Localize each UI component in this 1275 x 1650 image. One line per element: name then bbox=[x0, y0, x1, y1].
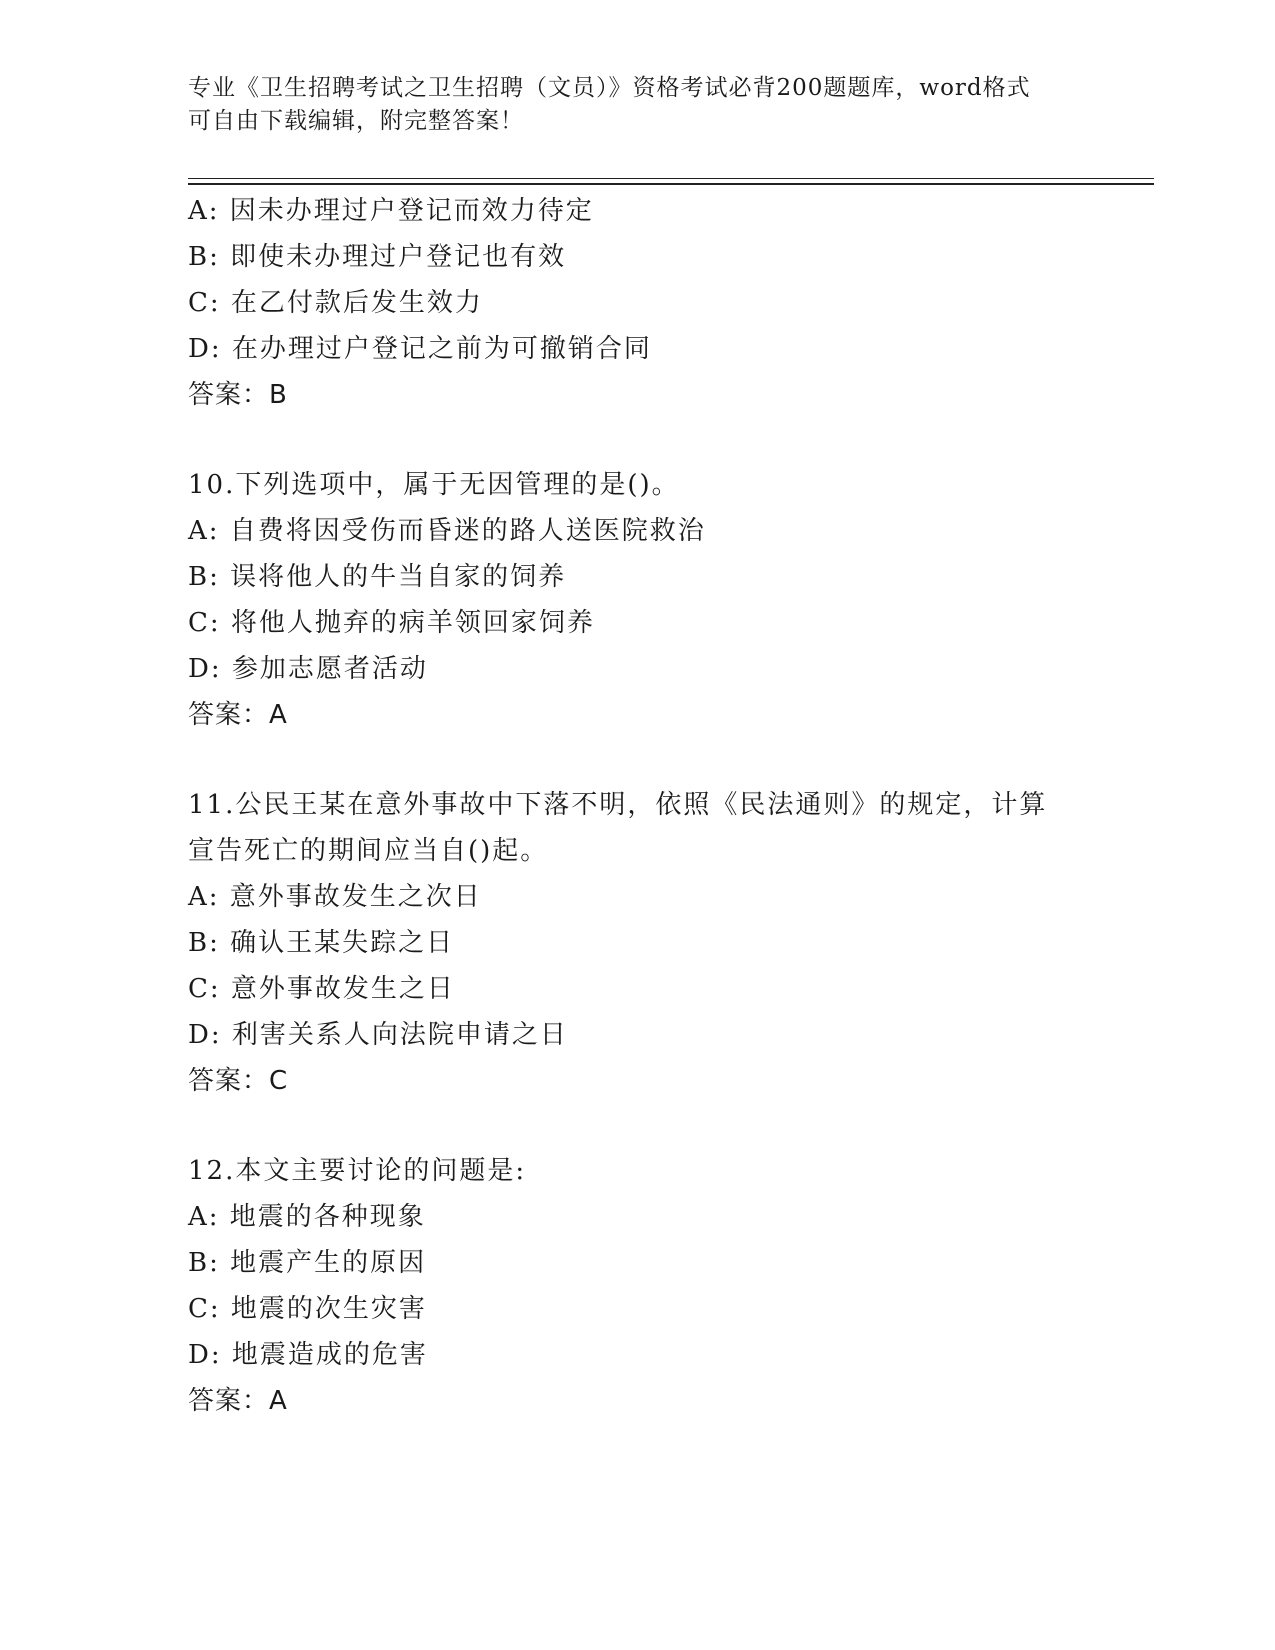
option-c: C: 地震的次生灾害 bbox=[188, 1294, 427, 1324]
question-10 bbox=[188, 462, 1188, 738]
answer: 答案：C bbox=[188, 1066, 289, 1096]
option-c: C: 意外事故发生之日 bbox=[188, 974, 455, 1004]
option-c: C: 在乙付款后发生效力 bbox=[188, 288, 483, 318]
option-c: C: 将他人抛弃的病羊领回家饲养 bbox=[188, 608, 595, 638]
question-text-line-1: 11.公民王某在意外事故中下落不明，依照《民法通则》的规定，计算 bbox=[188, 790, 1048, 820]
question-text: 10.下列选项中，属于无因管理的是()。 bbox=[188, 470, 680, 500]
header-line-2: 可自由下载编辑，附完整答案！ bbox=[188, 108, 524, 134]
option-a: A: 因未办理过户登记而效力待定 bbox=[188, 196, 594, 226]
document-header bbox=[188, 72, 1088, 138]
question-text-line-2: 宣告死亡的期间应当自()起。 bbox=[188, 836, 549, 866]
header-line-1: 专业《卫生招聘考试之卫生招聘（文员）》资格考试必背200题题库，word格式 bbox=[188, 75, 1031, 101]
question-11 bbox=[188, 782, 1188, 1104]
option-a: A: 意外事故发生之次日 bbox=[188, 882, 482, 912]
header-rule-thin bbox=[188, 178, 1154, 179]
option-b: B: 误将他人的牛当自家的饲养 bbox=[188, 562, 567, 592]
option-d: D: 参加志愿者活动 bbox=[188, 654, 428, 684]
option-d: D: 在办理过户登记之前为可撤销合同 bbox=[188, 334, 652, 364]
option-d: D: 利害关系人向法院申请之日 bbox=[188, 1020, 568, 1050]
answer: 答案：A bbox=[188, 700, 288, 730]
option-a: A: 自费将因受伤而昏迷的路人送医院救治 bbox=[188, 516, 706, 546]
option-b: B: 即使未办理过户登记也有效 bbox=[188, 242, 567, 272]
answer: 答案：A bbox=[188, 1386, 288, 1416]
question-9 bbox=[188, 188, 1188, 418]
answer: 答案：B bbox=[188, 380, 288, 410]
option-b: B: 确认王某失踪之日 bbox=[188, 928, 455, 958]
option-b: B: 地震产生的原因 bbox=[188, 1248, 427, 1278]
question-12 bbox=[188, 1148, 1188, 1424]
option-d: D: 地震造成的危害 bbox=[188, 1340, 428, 1370]
question-list bbox=[188, 188, 1188, 1424]
question-text: 12.本文主要讨论的问题是: bbox=[188, 1156, 527, 1186]
header-rule-thick bbox=[188, 183, 1154, 185]
option-a: A: 地震的各种现象 bbox=[188, 1202, 426, 1232]
